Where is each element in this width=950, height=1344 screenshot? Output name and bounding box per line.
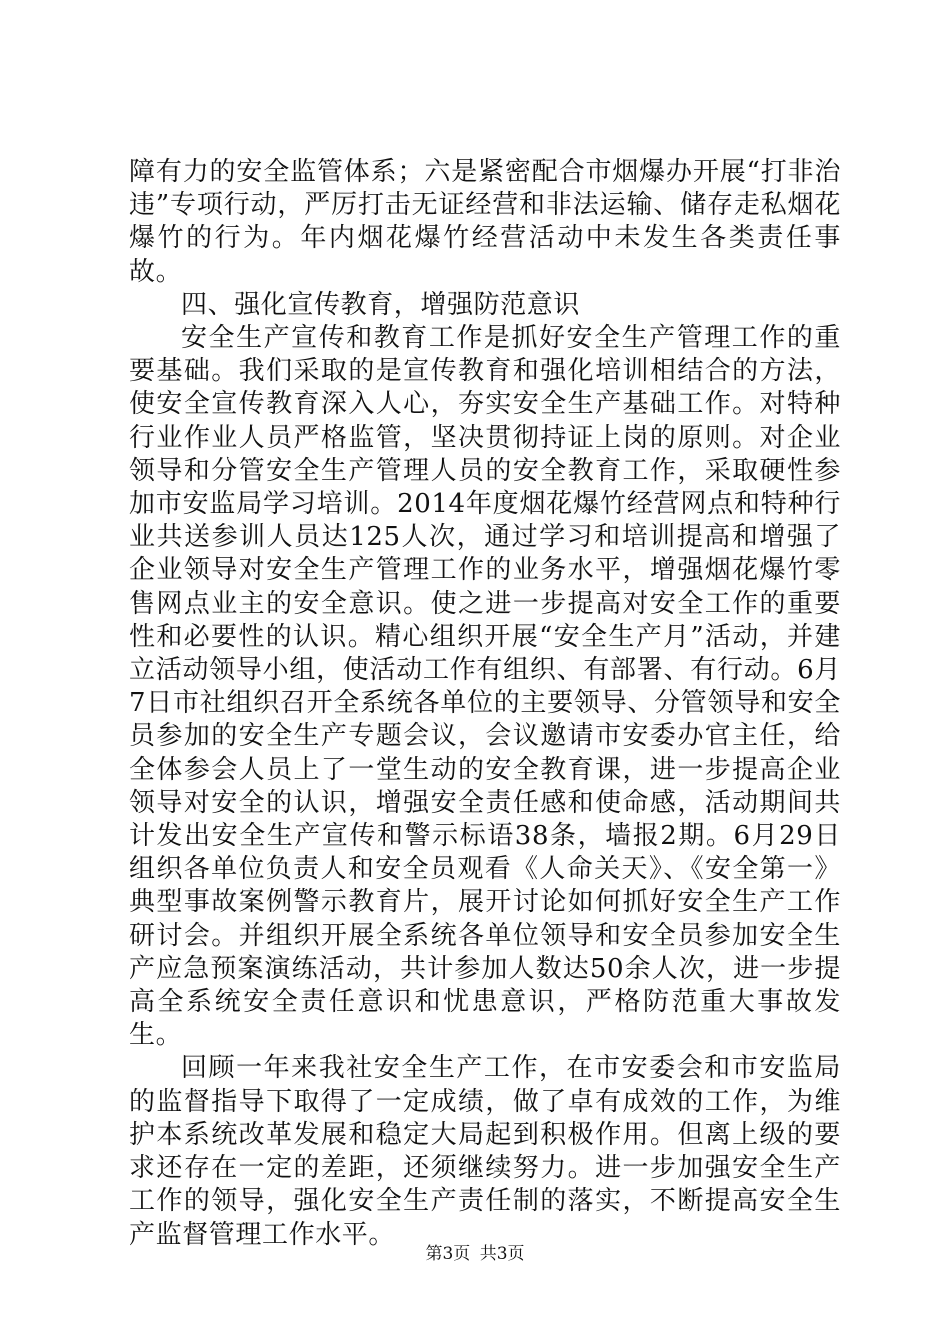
paragraph-continuation: 障有力的安全监管体系；六是紧密配合市烟爆办开展“打非治违”专项行动，严厉打击无证经营和非法运输、储存走私烟花爆竹的行为。年内烟花爆竹经营活动中未发生各类责任事故。 [129, 157, 841, 287]
paragraph-publicity-education: 安全生产宣传和教育工作是抓好安全生产管理工作的重要基础。我们采取的是宣传教育和强化培训相结合的方法，使安全宣传教育深入人心，夯实安全生产基础工作。对特种行业作业人员严格监管，坚决贯彻持证上岗的原则。对企业领导和分管安全生产管理人员的安全教育工作，采取硬性参加市安监局学习培训。2014年度烟花爆竹经营网点和特种行业共送参训人员达125人次，通过学习和培训提高和增强了企业领导对安全生产管理工作的业务水平，增强烟花爆竹零售网点业主的安全意识。使之进一步提高对安全工作的重要性和必要性的认识。精心组织开展“安全生产月”活动，并建立活动领导小组，使活动工作有组织、有部署、有行动。6月7日市社组织召开全系统各单位的主要领导、分管领导和安全员参加的安全生产专题会议，会议邀请市安委办官主任，给全体参会人员上了一堂生动的安全教育课，进一步提高企业领导对安全的认识，增强安全责任感和使命感，活动期间共计发出安全生产宣传和警示标语38条，墙报2期。6月29日组织各单位负责人和安全员观看《人命关天》、《安全第一》典型事故案例警示教育片，展开讨论如何抓好安全生产工作研讨会。并组织开展全系统各单位领导和安全员参加安全生产应急预案演练活动，共计参加人数达50余人次，进一步提高全系统安全责任意识和忧患意识，严格防范重大事故发生。 [129, 323, 841, 1051]
page-total: 共3页 [479, 1244, 525, 1264]
section-heading: 四、强化宣传教育，增强防范意识 [181, 289, 581, 320]
document-body [129, 156, 841, 1252]
page-footer [0, 1243, 950, 1265]
paragraph-review-summary: 回顾一年来我社安全生产工作，在市安委会和市安监局的监督指导下取得了一定成绩，做了卓有成效的工作，为维护本系统改革发展和稳定大局起到积极作用。但离上级的要求还存在一定的差距，还须继续努力。进一步加强安全生产工作的领导，强化安全生产责任制的落实，不断提高安全生产监督管理工作水平。 [129, 1053, 841, 1250]
page-number: 第3页 [425, 1244, 471, 1264]
